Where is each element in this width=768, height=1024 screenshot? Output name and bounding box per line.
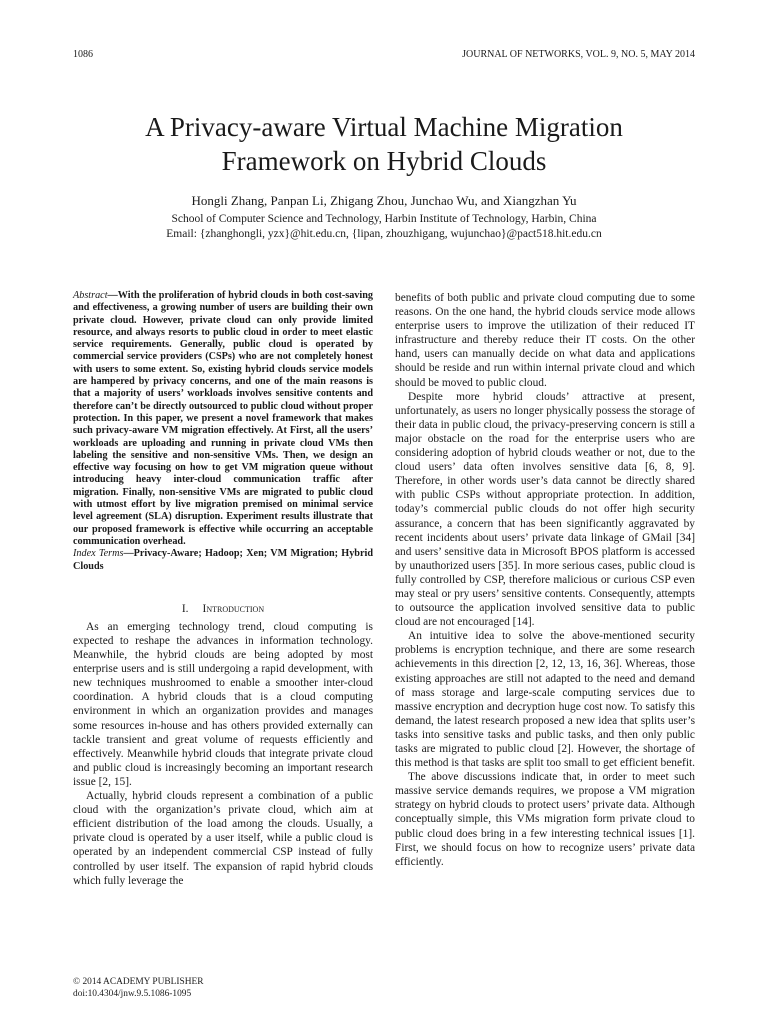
index-terms-label: Index Terms [73, 548, 124, 560]
body-paragraph: benefits of both public and private cloud computing due to some reasons. On the one hand, the hybrid clouds service mode allows enterprise users to improve the utilization of their reduced IT infrastructure and thereby reduce their IT costs. On the other hand, users can manually decide on what data and applications should be reside and run within internal private cloud and which should be moved to public cloud. [395, 292, 695, 389]
title-line-2: Framework on Hybrid Clouds [221, 146, 547, 176]
abstract-label: Abstract [73, 290, 108, 301]
affiliation-block [0, 212, 768, 242]
body-paragraph: An intuitive idea to solve the above-mentioned security problems is encryption technique, and there are some research achievements in this direction [2, 12, 13, 16, 36]. Whereas, those existing approaches are still not adapted to the need and demand of mass storage and large-scale computing services due to massive encryption and decryption huge cost now. To satisfy this demand, the latest research proposed a new idea that splits user’s tasks into sensitive tasks and public tasks, and then only public tasks are migrated to public cloud [2]. However, the shortage of this method is that tasks are split too small to get efficient benefit. [395, 630, 695, 770]
abstract [73, 290, 373, 548]
left-column [73, 290, 373, 888]
body-paragraph: As an emerging technology trend, cloud computing is expected to reshape the advances in information technology. Meanwhile, the hybrid clouds are being adopted by most enterprise users and is still undergoing a rapid development, with new techniques mushroomed to enable a smoother inter-cloud coordination. A hybrid clouds that is a cloud computing environment in which an organization provides and manages some resources in-house and has others provided externally can tackle transient and great volume of requests efficiently and effectively. Meanwhile hybrid clouds that integrate private cloud and public cloud is increasingly becoming an important research issue [2, 15]. [73, 620, 373, 788]
author-list: Hongli Zhang, Panpan Li, Zhigang Zhou, Junchao Wu, and Xiangzhan Yu [191, 193, 577, 208]
abstract-text: —With the proliferation of hybrid clouds in both cost-saving and effectiveness, a growing number of users are building their own private cloud. However, private cloud can only provide limited resource, and always resorts to public cloud in order to meet elastic service requirements. Generally, public cloud is operated by commercial service providers (CSPs) who are not completely honest with users to some extent. So, existing hybrid clouds service models are hampered by privacy concerns, and one of the main reasons is that a majority of users’ workloads involves sensitive contents and therefore can’t be directly outsourced to public cloud without proper protection. In this paper, we present a novel framework that makes such privacy-aware VM migration effectively. At First, all the users’ workloads are uploading and running in private cloud VMs then labeling the sensitive and non-sensitive VMs. Then, we design an effective way focusing on how to get VM migration queue without introducing heavy inter-cloud communication traffic after migration. Finally, non-sensitive VMs are migrated to public cloud with utmost effort by live migration premised on minimal service level agreement (SLA) disruption. Experiment results illustrate that our proposed framework is effective while occurring an acceptable communication overhead. [73, 290, 373, 547]
body-paragraph: Despite more hybrid clouds’ attractive at present, unfortunately, as users no longer physically possess the storage of their data in public cloud, the privacy-preserving concern is still a major obstacle on the road for the enterprise users who are considering adoption of hybrid clouds weather or not, due to the cloud users’ data often involves sensitive data [6, 8, 9]. Therefore, in other words user’s data cannot be directly shared with public CSPs without appropriate protection. In addition, today’s commercial public clouds do not offer high security assurance, a concern that has been significantly aggravated by recent incidents about users’ private data linkage of GMail [34] and users’ sensitive data in Microsoft BPOS platform is accessed by unauthorized users [35]. In more serious cases, public cloud is fully controlled by CSP, therefore malicious or curious CSP even may steal or pry users’ sensitive contents. Consequently, attempts to outsource the application involved sensitive data to public cloud are not encouraged [14]. [395, 390, 695, 629]
running-header: JOURNAL OF NETWORKS, VOL. 9, NO. 5, MAY 2014 [462, 49, 695, 60]
right-column [395, 291, 695, 869]
title-line-1: A Privacy-aware Virtual Machine Migration [145, 112, 623, 142]
doi: doi:10.4304/jnw.9.5.1086-1095 [73, 989, 192, 999]
body-paragraph: The above discussions indicate that, in order to meet such massive service demands requires, we propose a VM migration strategy on hybrid clouds to protect users’ private data. Although conceptually simple, this VMs migration form private cloud to public cloud does bring in a few interesting technical issues [1]. First, we should focus on how to recognize users’ private data efficiently. [395, 771, 695, 868]
paper-title [0, 110, 768, 178]
section-number: I. [181, 602, 189, 615]
affiliation: School of Computer Science and Technology, Harbin Institute of Technology, Harbin, China [171, 213, 597, 225]
copyright-notice: © 2014 ACADEMY PUBLISHER [73, 977, 204, 987]
section-heading-introduction [73, 602, 373, 616]
email-line: Email: {zhanghongli, yzx}@hit.edu.cn, {lipan, zhouzhigang, wujunchao}@pact518.hit.edu.cn [166, 228, 602, 240]
section-title: Introduction [202, 602, 265, 615]
body-paragraph: Actually, hybrid clouds represent a combination of a public cloud with the organization’s private cloud, which aim at efficient distribution of the load among the clouds. Usually, a private cloud is operated by a user itself, while a public cloud is operated by an independent commercial CSP instead of fully controlled by user itself. The expansion of rapid hybrid clouds which fully leverage the [73, 790, 373, 887]
page-number: 1086 [73, 49, 93, 60]
page-footer [73, 976, 203, 1000]
index-terms-text: —Privacy-Aware; Hadoop; Xen; VM Migration; Hybrid Clouds [73, 548, 373, 572]
index-terms [73, 548, 373, 573]
